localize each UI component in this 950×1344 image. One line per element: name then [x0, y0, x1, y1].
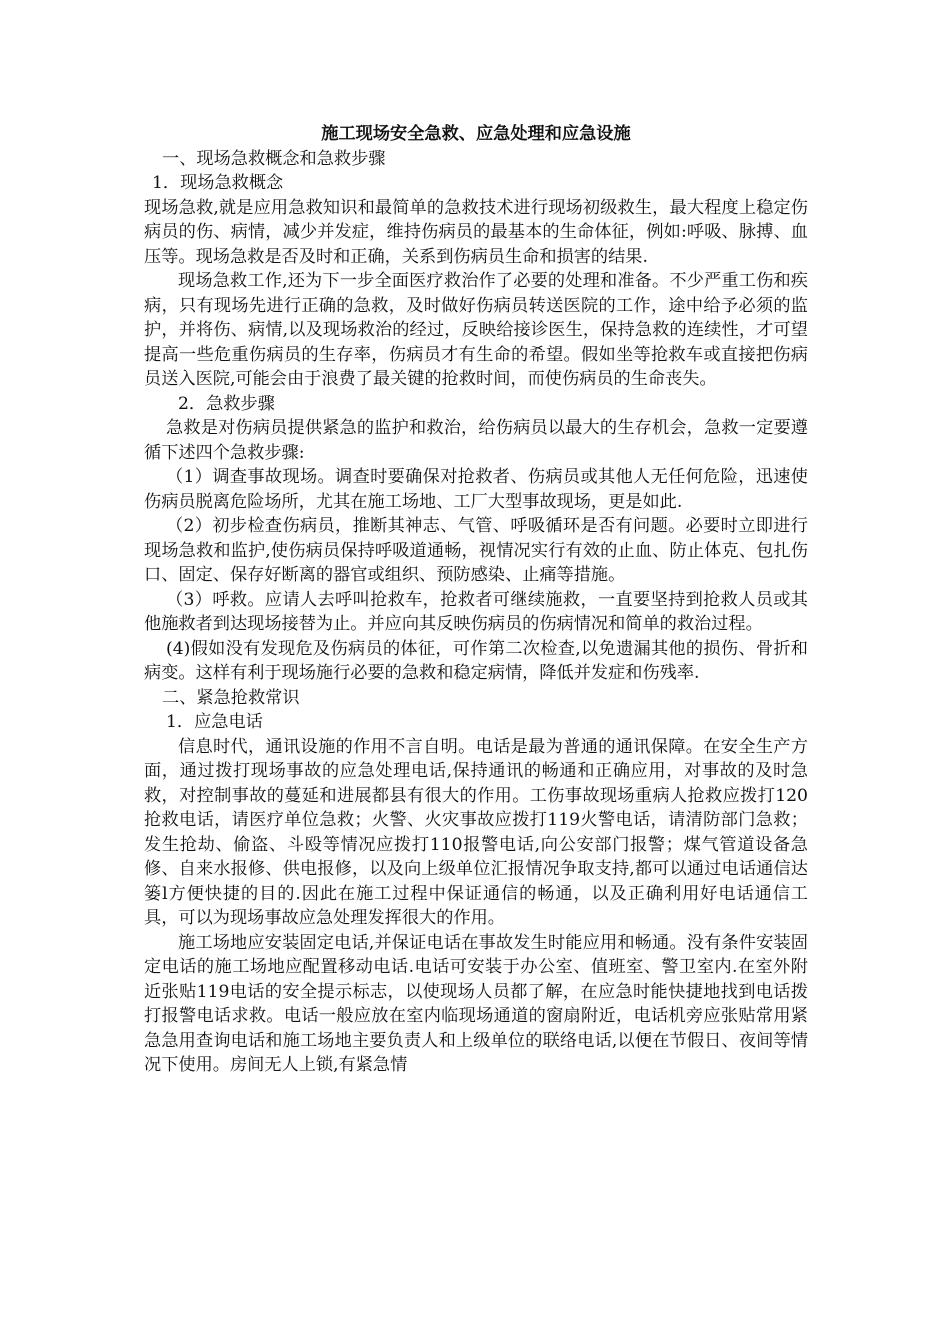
section2-paragraph1: 信息时代，通讯设施的作用不言自明。电话是最为普通的通讯保障。在安全生产方面，通过拨打现场事故的应急处理电话,保持通讯的畅通和正确应用，对事故的及时急救，对控制事故的蔓延和进展都县有很大的作用。工伤事故现场重病人抢救应拨打120抢救电话，请医疗单位急救；火警、火灾事故应拨打119火警电话，请清防部门急救；发生抢劫、偷盗、斗殴等情况应拨打110报警电话,向公安部门报警；煤气管道设备急修、自来水报修、供电报修，以及向上级单位汇报情况争取支持,都可以通过电话通信达篓l方便快捷的目的.因此在施工过程中保证通信的畅通，以及正确利用好电话通信工具，可以为现场事故应急处理发挥很大的作用。: [144, 736, 808, 928]
section1-sub1-paragraph2: 现场急救工作,还为下一步全面医疗救治作了必要的处理和准备。不少严重工伤和疾病，只有现场先进行正确的急救，及时做好伤病员转送医院的工作，途中给予必须的监护，并将伤、病情,以及现场救治的经过，反映给接诊医生，保持急救的连续性，才可望提高一些危重伤病员的生存率，伤病员才有生命的希望。假如坐等抢救车或直接把伤病员送入医院,可能会由于浪费了最关键的抢救时间，而使伤病员的生命丧失。: [144, 271, 808, 389]
section1-sub1-heading: 1．现场急救概念: [152, 173, 284, 193]
step-4: (4)假如没有发现危及伤病员的体征，可作第二次检查,以免遗漏其他的损伤、骨折和病变。这样有利于现场施行必要的急救和稳定病情，降低并发症和伤残率.: [144, 638, 808, 683]
section2-paragraph2: 施工场地应安装固定电话,并保证电话在事故发生时能应用和畅通。没有条件安装固定电话的施工场地应配置移动电话.电话可安装于办公室、值班室、警卫室内.在室外附近张贴119电话的安全提示标志，以使现场人员都了解，在应急时能快捷地找到电话拨打报警电话求救。电话一般应放在室内临现场通道的窗扇附近，电话机旁应张贴常用紧急急用查询电话和施工场地主要负责人和上级单位的联络电话,以便在节假日、夜间等情况下使用。房间无人上锁,有紧急情: [144, 932, 808, 1075]
step-2: （2）初步检查伤病员，推断其神志、气管、呼吸循环是否有问题。必要时立即进行现场急救和监护,使伤病员保持呼吸道通畅，视情况实行有效的止血、防止体克、包扎伤口、固定、保存好断离的器官或组织、预防感染、止痛等措施。: [144, 516, 808, 585]
step-3: （3）呼救。应请人去呼叫抢救车，抢救者可继续施救，一直要坚持到抢救人员或其他施救者到达现场接替为止。并应向其反映伤病员的伤病情况和简单的救治过程。: [144, 589, 808, 634]
step-1: （1）调查事故现场。调查时要确保对抢救者、伤病员或其他人无任何危险，迅速使伤病员脱离危险场所，尤其在施工场地、工厂大型事故现场，更是如此.: [144, 467, 808, 512]
document-title: 施工现场安全急救、应急处理和应急设施: [321, 124, 631, 144]
section2-heading: 二、紧急抢救常识: [162, 687, 300, 708]
section1-sub2-heading: 2．急救步骤: [178, 393, 275, 414]
section1-heading: 一、现场急救概念和急救步骤: [162, 148, 386, 169]
section1-sub2-paragraph1: 急救是对伤病员提供紧急的监护和救治，给伤病员以最大的生存机会，急救一定要遵循下述四个急救步骤:: [144, 418, 808, 463]
section1-sub1-paragraph1: 现场急救,就是应用急救知识和最简单的急救技术进行现场初级救生，最大程度上稳定伤病员的伤、病情，减少并发症，维持伤病员的最基本的生命体征，例如:呼吸、脉搏、血压等。现场急救是否及时和正确，关系到伤病员生命和损害的结果.: [144, 197, 808, 267]
section2-sub1-heading: 1．应急电话: [166, 712, 263, 732]
document-page: [144, 122, 808, 1078]
